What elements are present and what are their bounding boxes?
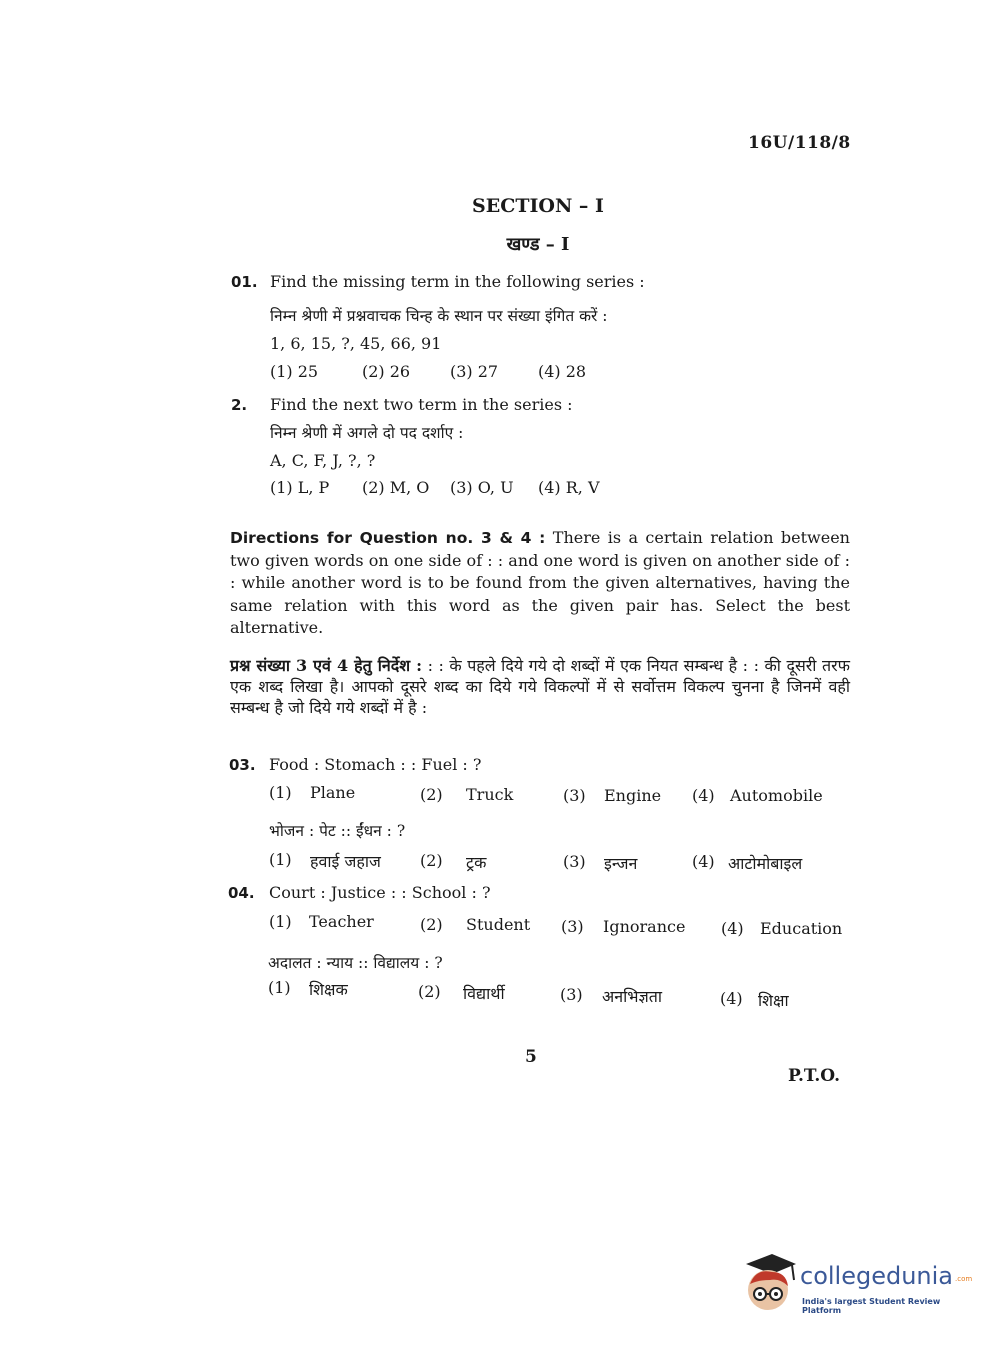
option-4-hindi: शिक्षा <box>758 991 789 1010</box>
question-number: 01. <box>231 273 258 291</box>
section-title-hindi: खण्ड – I <box>506 234 570 255</box>
option-1-label-hindi: (1) <box>268 978 291 997</box>
option-3: Ignorance <box>603 917 686 936</box>
option-1-label-hindi: (1) <box>269 850 292 869</box>
section-title: SECTION – I <box>472 195 604 217</box>
series: 1, 6, 15, ?, 45, 66, 91 <box>270 334 442 353</box>
option-2-hindi: विद्यार्थी <box>463 984 505 1003</box>
question-number: 04. <box>228 884 255 902</box>
option-3-label: (3) <box>561 917 584 936</box>
option-2-hindi: ट्रक <box>466 853 487 872</box>
question-text-hindi: निम्न श्रेणी में अगले दो पद दर्शाए : <box>270 424 464 442</box>
question-number: 2. <box>231 396 248 414</box>
pto-label: P.T.O. <box>788 1066 840 1086</box>
option-3: Engine <box>604 786 662 805</box>
option-4: (4) R, V <box>538 478 600 497</box>
brand-tagline: India's largest Student Review Platform <box>802 1297 941 1315</box>
option-4-label-hindi: (4) <box>692 852 715 871</box>
option-4-hindi: आटोमोबाइल <box>728 854 803 873</box>
option-2: (2) 26 <box>362 362 411 381</box>
question-text: Find the next two term in the series : <box>270 395 573 414</box>
option-3: (3) O, U <box>450 478 514 497</box>
option-2-label-hindi: (2) <box>418 982 441 1001</box>
option-3-label-hindi: (3) <box>563 852 586 871</box>
option-1-hindi: शिक्षक <box>309 980 348 999</box>
directions-body: There is a certain relation between two given words on one side of : : and one word is given on another side of : : while another word is to be found from the given alternatives, having the same relation with this word as the given pair has. Select the best alternative. <box>230 528 850 637</box>
question-text: Food : Stomach : : Fuel : ? <box>269 755 482 774</box>
option-4-label: (4) <box>692 786 715 805</box>
question-text-hindi: भोजन : पेट :: ईंधन : ? <box>269 822 406 840</box>
paper-code: 16U/118/8 <box>748 133 851 153</box>
directions-heading: Directions for Question no. 3 & 4 : <box>230 529 546 547</box>
option-1: (1) L, P <box>270 478 330 497</box>
question-text: Court : Justice : : School : ? <box>269 883 491 902</box>
option-1-label: (1) <box>269 783 292 802</box>
option-2-label: (2) <box>420 785 443 804</box>
option-2: Truck <box>466 785 514 804</box>
directions-hindi <box>230 655 850 718</box>
brand-suffix: .com <box>955 1275 973 1283</box>
brand-name: collegedunia <box>800 1262 954 1290</box>
option-1: (1) 25 <box>270 362 319 381</box>
option-4-label: (4) <box>721 919 744 938</box>
option-2: Student <box>466 915 531 934</box>
question-number: 03. <box>229 756 256 774</box>
option-3-hindi: इन्जन <box>604 854 638 873</box>
directions-body-hindi: : : के पहले दिये गये दो शब्दों में एक नियत सम्बन्ध है : : की दूसरी तरफ एक शब्द लिखा है। आपको दूसरे शब्द का दिये गये विकल्पों में से सर्वोत्तम विकल्प चुनना है जिनमें वही सम्बन्ध है जो दिये गये शब्दों में है : <box>230 656 850 717</box>
question-text-hindi: अदालत : न्याय :: विद्यालय : ? <box>268 954 443 972</box>
option-1-label: (1) <box>269 912 292 931</box>
collegedunia-watermark <box>742 1250 973 1322</box>
option-1: Teacher <box>309 912 374 931</box>
option-1-hindi: हवाई जहाज <box>310 852 381 871</box>
directions-heading-hindi: प्रश्न संख्या 3 एवं 4 हेतु निर्देश : <box>230 656 423 675</box>
question-text: Find the missing term in the following series : <box>270 272 645 291</box>
option-3: (3) 27 <box>450 362 499 381</box>
series: A, C, F, J, ?, ? <box>270 451 376 470</box>
option-2: (2) M, O <box>362 478 430 497</box>
option-2-label: (2) <box>420 915 443 934</box>
question-text-hindi: निम्न श्रेणी में प्रश्नवाचक चिन्ह के स्थान पर संख्या इंगित करें : <box>270 307 608 325</box>
option-2-label-hindi: (2) <box>420 851 443 870</box>
collegedunia-mascot-icon <box>742 1250 798 1316</box>
directions-english <box>230 527 850 640</box>
option-4: Automobile <box>730 786 823 805</box>
option-3-label: (3) <box>563 786 586 805</box>
page-number: 5 <box>525 1047 537 1067</box>
option-1: Plane <box>310 783 356 802</box>
option-4-label-hindi: (4) <box>720 989 743 1008</box>
option-4: (4) 28 <box>538 362 587 381</box>
option-4: Education <box>760 919 843 938</box>
option-3-hindi: अनभिज्ञता <box>602 987 663 1006</box>
option-3-label-hindi: (3) <box>560 985 583 1004</box>
